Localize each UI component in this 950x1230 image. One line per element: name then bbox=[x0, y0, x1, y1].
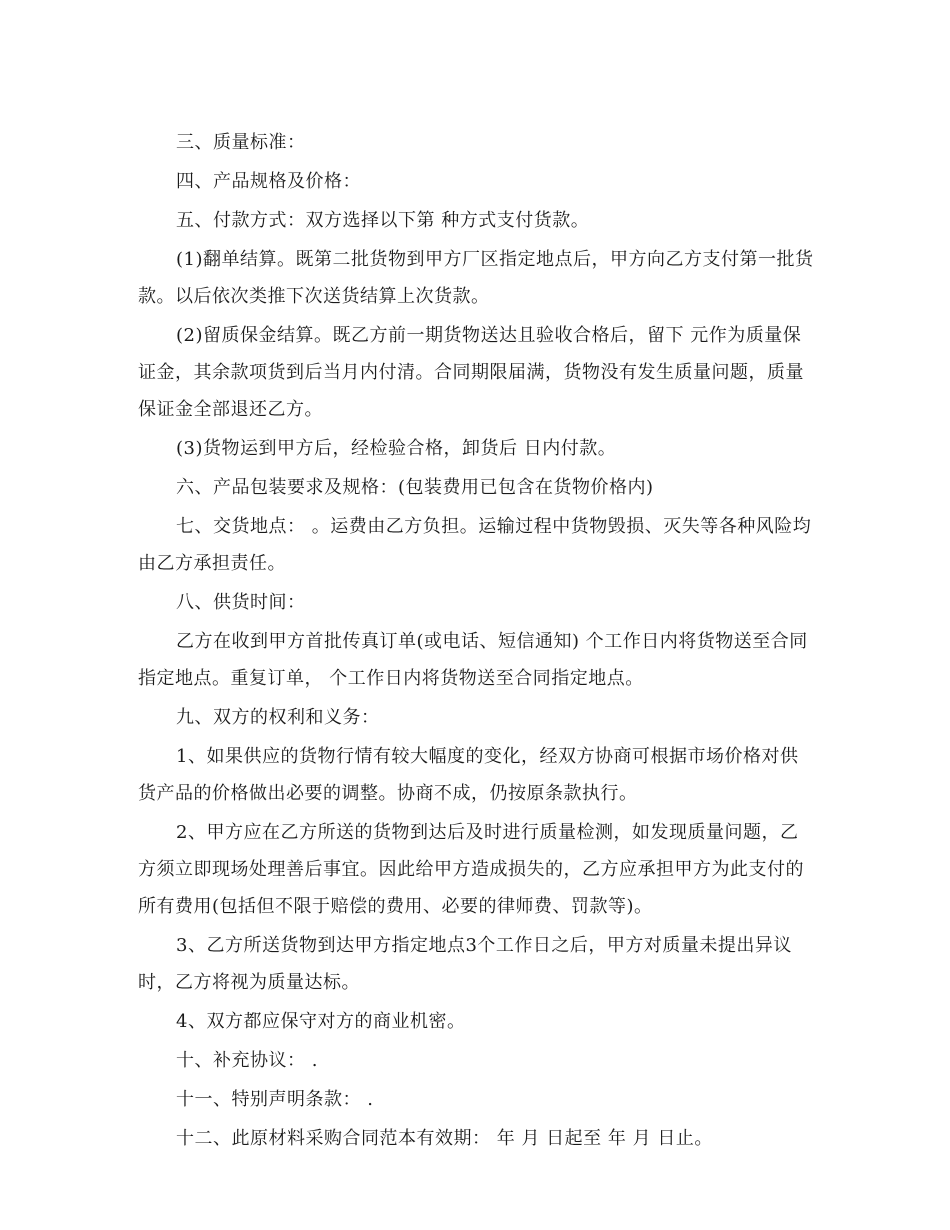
payment-option-1: (1)翻单结算。既第二批货物到甲方厂区指定地点后，甲方向乙方支付第一批货款。以后依次类推下次送货结算上次货款。 bbox=[138, 249, 814, 307]
document-body bbox=[138, 124, 816, 1159]
rights-item-2: 2、甲方应在乙方所送的货物到达后及时进行质量检测，如发现质量问题，乙方须立即现场处理善后事宜。因此给甲方造成损失的，乙方应承担甲方为此支付的所有费用(包括但不限于赔偿的费用、必要的律师费、罚款等)。 bbox=[138, 822, 804, 917]
section-validity-period: 十二、此原材料采购合同范本有效期： 年 月 日起至 年 月 日止。 bbox=[176, 1128, 713, 1149]
rights-item-4: 4、双方都应保守对方的商业机密。 bbox=[176, 1011, 466, 1032]
section-rights-obligations: 九、双方的权利和义务： bbox=[176, 707, 380, 728]
section-payment-method: 五、付款方式：双方选择以下第 种方式支付货款。 bbox=[176, 210, 590, 231]
section-product-spec-price: 四、产品规格及价格： bbox=[176, 171, 361, 192]
section-special-clause: 十一、特别声明条款： . bbox=[176, 1089, 374, 1110]
section-delivery-location: 七、交货地点： 。运费由乙方负担。运输过程中货物毁损、灭失等各种风险均由乙方承担责任。 bbox=[138, 516, 812, 574]
section-supplementary-agreement: 十、补充协议： . bbox=[176, 1050, 318, 1071]
section-quality-standard: 三、质量标准： bbox=[176, 132, 306, 153]
supply-time-detail: 乙方在收到甲方首批传真订单(或电话、短信通知) 个工作日内将货物送至合同指定地点。重复订单， 个工作日内将货物送至合同指定地点。 bbox=[138, 631, 808, 689]
payment-option-3: (3)货物运到甲方后，经检验合格，卸货后 日内付款。 bbox=[176, 438, 617, 459]
section-supply-time: 八、供货时间： bbox=[176, 592, 306, 613]
section-packaging: 六、产品包装要求及规格：(包装费用已包含在货物价格内) bbox=[176, 477, 654, 498]
rights-item-3: 3、乙方所送货物到达甲方指定地点3个工作日之后，甲方对质量未提出异议时，乙方将视为质量达标。 bbox=[138, 935, 792, 993]
payment-option-2: (2)留质保金结算。既乙方前一期货物送达且验收合格后，留下 元作为质量保证金，其余款项货到后当月内付清。合同期限届满，货物没有发生质量问题，质量保证金全部退还乙方。 bbox=[138, 325, 804, 420]
rights-item-1: 1、如果供应的货物行情有较大幅度的变化，经双方协商可根据市场价格对供货产品的价格做出必要的调整。协商不成，仍按原条款执行。 bbox=[138, 746, 799, 804]
